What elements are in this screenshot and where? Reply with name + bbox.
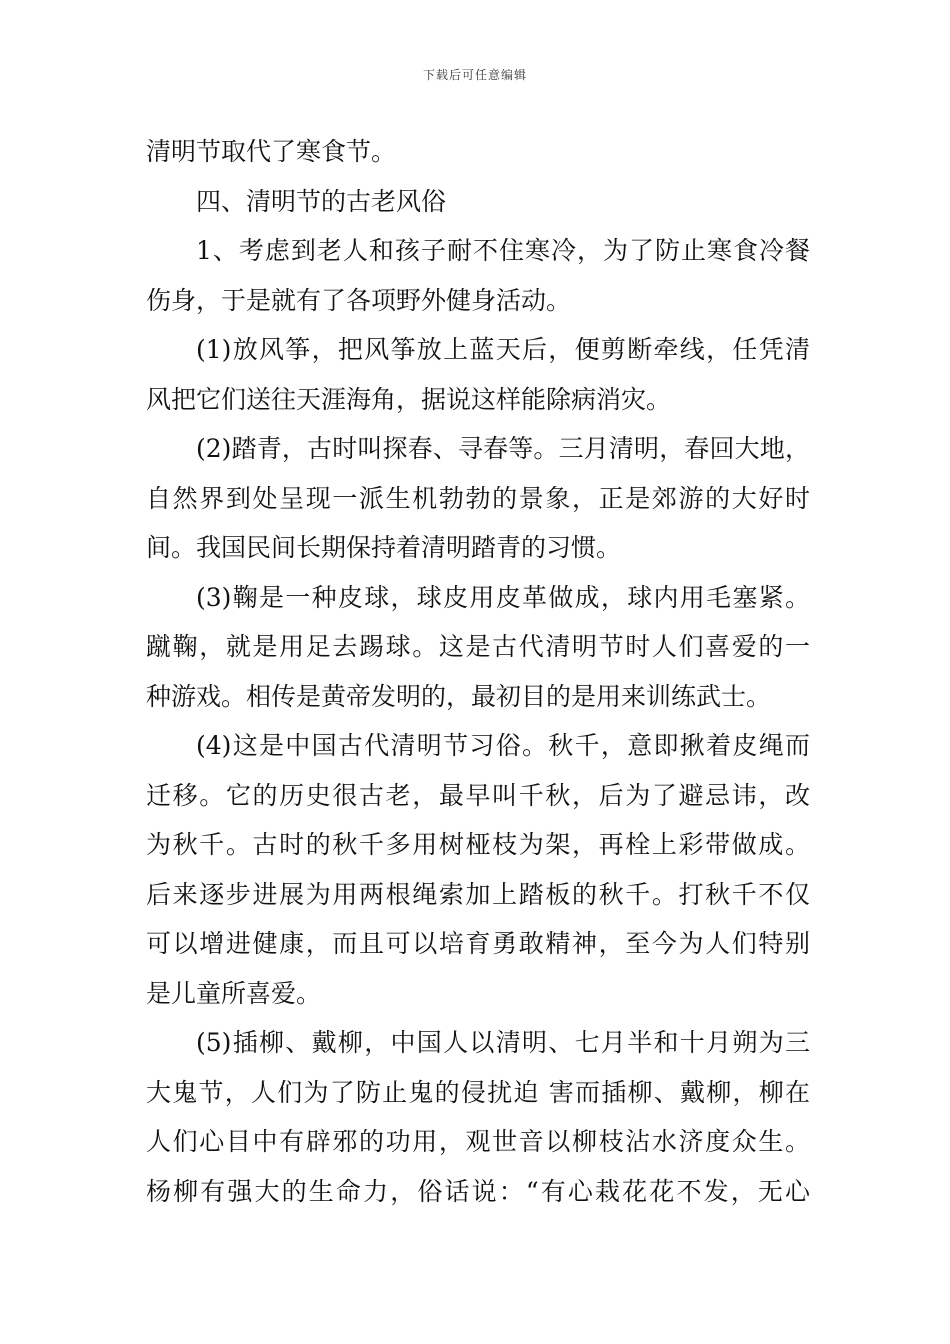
text-line: 蹴鞠，就是用足去踢球。这是古代清明节时人们喜爱的一: [146, 632, 810, 661]
text-line: 大鬼节，人们为了防止鬼的侵扰迫 害而插柳、戴柳，柳在: [146, 1077, 810, 1107]
text-line: 间。我国民间长期保持着清明踏青的习惯。: [146, 533, 622, 562]
document-body: [146, 127, 810, 1216]
text-line: 杨柳有强大的生命力，俗话说：“有心栽花花不发，无心: [146, 1176, 810, 1206]
text-line: (1)放风筝，把风筝放上蓝天后，便剪断牵线，任凭清: [196, 335, 810, 364]
text-line: 迁移。它的历史很古老，最早叫千秋，后为了避忌讳，改: [146, 780, 810, 810]
text-line: 伤身，于是就有了各项野外健身活动。: [146, 285, 572, 315]
text-line: 后来逐步进展为用两根绳索加上踏板的秋千。打秋千不仅: [146, 879, 810, 909]
text-line: 是儿童所喜爱。: [146, 978, 322, 1008]
text-line: (3)鞠是一种皮球，球皮用皮革做成，球内用毛塞紧。: [196, 582, 810, 612]
text-line: (5)插柳、戴柳，中国人以清明、七月半和十月朔为三: [196, 1028, 810, 1057]
text-line: (4)这是中国古代清明节习俗。秋千，意即揪着皮绳而: [196, 731, 810, 760]
text-line: (2)踏青，古时叫探春、寻春等。三月清明，春回大地，: [196, 434, 810, 463]
text-line: 自然界到处呈现一派生机勃勃的景象，正是郊游的大好时: [146, 483, 810, 513]
text-line: 为秋千。古时的秋千多用树桠枝为架，再栓上彩带做成。: [146, 830, 810, 859]
text-line: 1、考虑到老人和孩子耐不住寒冷，为了防止寒食冷餐: [196, 236, 810, 265]
section-heading: 四、清明节的古老风俗: [196, 186, 447, 216]
text-line: 可以增进健康，而且可以培育勇敢精神，至今为人们特别: [146, 929, 810, 958]
text-line: 人们心目中有辟邪的功用，观世音以柳枝沾水济度众生。: [146, 1127, 810, 1156]
text-line: 清明节取代了寒食节。: [146, 137, 397, 166]
header-note: 下载后可任意编辑: [422, 68, 527, 82]
text-line: 风把它们送往天涯海角，据说这样能除病消灾。: [146, 384, 672, 414]
text-line: 种游戏。相传是黄帝发明的，最初目的是用来训练武士。: [146, 681, 772, 711]
